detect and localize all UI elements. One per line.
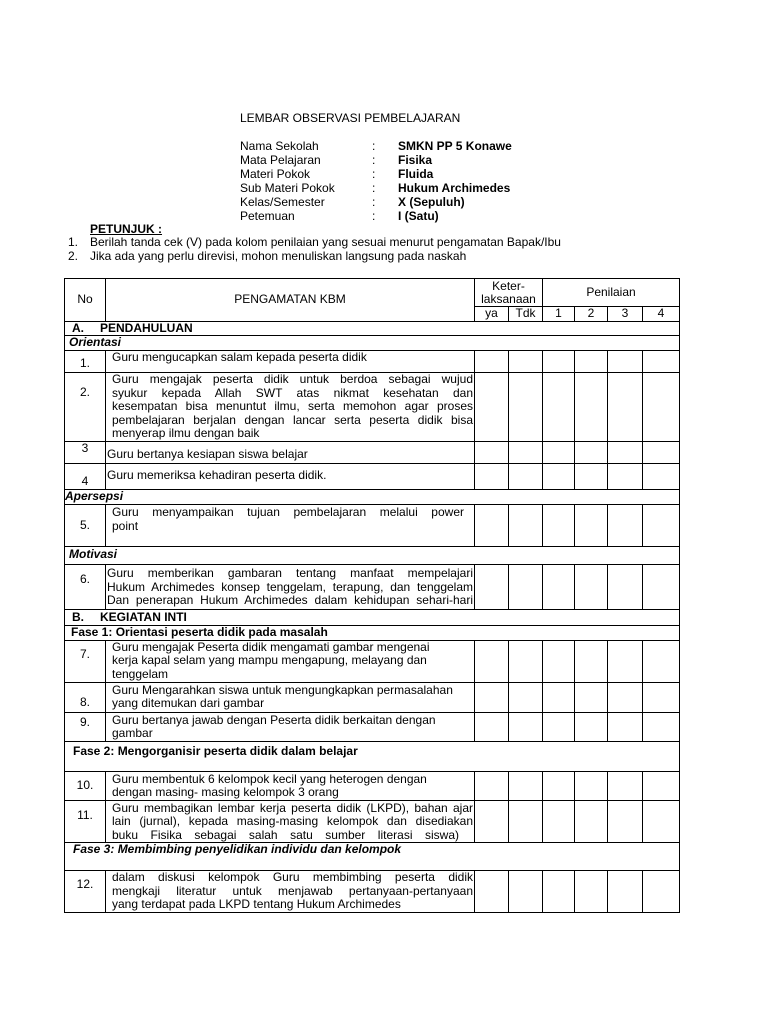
header-yes: ya [475,307,509,322]
score-1-cell [543,505,575,547]
score-2-cell [575,712,608,741]
section-row [65,610,680,626]
score-3-cell [608,373,643,442]
item-number: 6. [65,565,106,610]
header-implementation-line: Keter- [492,278,525,293]
info-separator: : [372,195,376,209]
tdk-cell [509,505,543,547]
ya-cell [475,771,509,800]
subheading-row [65,843,680,871]
item-row [65,442,680,464]
subheading: Motivasi [65,547,680,565]
item-number: 10. [65,771,106,800]
score-1-cell [543,373,575,442]
score-2-cell [575,771,608,800]
item-line: Guru bertanya kesiapan siswa belajar [107,447,308,461]
info-row [240,167,512,181]
item-line: mengkaji literatur untuk menjawab pertanyaan-pertanyaan [112,883,473,898]
item-line: menyerap ilmu dengan baik [112,426,260,440]
item-line: lain (jurnal), kepada masing-masing kelompok dan disediakan [112,814,473,828]
item-description [106,505,475,547]
tdk-cell [509,800,543,843]
item-line: yang terdapat pada LKPD tentang Hukum Archimedes [112,897,401,911]
item-line: Guru menyampaikan tujuan pembelajaran melalui power [112,505,464,519]
subheading-row [65,336,680,351]
tdk-cell [509,565,543,610]
item-row [65,871,680,913]
item-line: Guru mengajak Peserta didik mengamati gambar mengenai [112,640,430,654]
item-description [106,464,475,490]
item-line: yang ditemukan dari gambar [112,696,265,710]
header-score-3: 3 [608,307,643,322]
ya-cell [475,505,509,547]
score-1-cell [543,800,575,843]
section-title: PENDAHULUAN [100,321,193,335]
item-row [65,505,680,547]
instruction-text: Jika ada yang perlu direvisi, mohon menuliskan langsung pada naskah [90,249,467,263]
item-number: 3 [65,442,106,464]
score-4-cell [643,640,680,682]
score-3-cell [608,712,643,741]
score-2-cell [575,464,608,490]
item-line: Guru memberikan gambaran tentang manfaat mempelajari [107,566,473,580]
ya-cell [475,464,509,490]
info-value: Fisika [398,153,433,167]
info-value: Hukum Archimedes [398,181,511,195]
score-1-cell [543,771,575,800]
score-2-cell [575,871,608,913]
item-line: dengan masing- masing kelompok 3 orang [112,785,339,799]
tdk-cell [509,351,543,373]
document-title: LEMBAR OBSERVASI PEMBELAJARAN [240,111,461,125]
score-2-cell [575,800,608,843]
header-score-1: 1 [543,307,575,322]
item-line: Guru mengucapkan salam kepada peserta didik [112,350,367,364]
score-3-cell [608,682,643,712]
item-line: dalam diskusi kelompok Guru membimbing peserta didik [112,870,473,884]
tdk-cell [509,712,543,741]
tdk-cell [509,682,543,712]
instructions-heading: PETUNJUK : [90,222,163,236]
score-3-cell [608,505,643,547]
info-label: Sub Materi Pokok [240,181,335,195]
item-number: 11. [65,800,106,843]
item-description [106,373,475,442]
item-number: 5. [65,505,106,547]
score-2-cell [575,351,608,373]
item-description [106,640,475,682]
ya-cell [475,871,509,913]
item-line: tenggelam [112,666,169,681]
tdk-cell [509,871,543,913]
item-number: 7. [65,640,106,682]
item-row [65,351,680,373]
item-row [65,565,680,610]
info-label: Mata Pelajaran [240,153,321,167]
score-3-cell [608,800,643,843]
score-3-cell [608,464,643,490]
item-row [65,771,680,800]
info-row [240,209,512,223]
score-2-cell [575,505,608,547]
header-assessment: Penilaian [543,279,680,307]
item-number: 2. [65,373,106,442]
subheading: Fase 1: Orientasi peserta didik pada masalah [65,626,680,641]
item-line: Guru mengajak peserta didik untuk berdoa sebagai wujud [112,372,473,386]
score-1-cell [543,712,575,741]
ya-cell [475,712,509,741]
subheading: Fase 3: Membimbing penyelidikan individu dan kelompok [65,843,680,871]
info-separator: : [372,153,376,167]
section-heading [65,610,680,626]
section-letter: A. [72,321,84,335]
item-line: Guru membagikan lembar kerja peserta didik (LKPD), bahan ajar [112,800,473,815]
info-value: Fluida [398,167,434,181]
score-4-cell [643,771,680,800]
info-separator: : [372,209,376,223]
header-score-4: 4 [643,307,680,322]
header-score-2: 2 [575,307,608,322]
item-line: Hukum Archimedes konsep tenggelam, terapung, dan tenggelam [107,579,473,594]
info-row [240,153,512,167]
info-label: Kelas/Semester [240,195,325,209]
info-row [240,139,512,153]
score-1-cell [543,640,575,682]
score-2-cell [575,640,608,682]
section-heading [65,321,680,336]
score-3-cell [608,442,643,464]
subheading-row [65,547,680,565]
score-3-cell [608,771,643,800]
info-value: X (Sepuluh) [398,195,465,209]
item-row [65,640,680,682]
item-line: kesempatan bisa menuntut ilmu, serta memohon agar proses [112,399,473,413]
item-row [65,712,680,741]
info-label: Nama Sekolah [240,139,319,153]
section-letter: B. [72,609,84,624]
item-line: kerja kapal selam yang mampu mengapung, melayang dan [112,653,427,667]
info-label: Materi Pokok [240,167,311,181]
item-description [106,351,475,373]
ya-cell [475,565,509,610]
item-description [106,682,475,712]
item-row [65,682,680,712]
score-1-cell [543,442,575,464]
tdk-cell [509,640,543,682]
item-description [106,712,475,741]
subheading: Apersepsi [65,490,680,505]
info-value: SMKN PP 5 Konawe [398,139,512,153]
score-4-cell [643,682,680,712]
item-number: 8. [65,682,106,712]
ya-cell [475,442,509,464]
header-implementation-line: laksanaan [481,291,536,306]
ya-cell [475,351,509,373]
instruction-item [68,235,561,249]
ya-cell [475,373,509,442]
score-2-cell [575,565,608,610]
score-2-cell [575,373,608,442]
item-row [65,373,680,442]
header-implementation [475,279,543,307]
ya-cell [475,800,509,843]
item-number: 9. [65,712,106,741]
tdk-cell [509,464,543,490]
item-row [65,464,680,490]
score-4-cell [643,565,680,610]
score-4-cell [643,871,680,913]
instruction-number: 1. [68,235,79,249]
score-4-cell [643,442,680,464]
instruction-item [68,249,466,263]
score-1-cell [543,682,575,712]
item-number: 12. [65,871,106,913]
score-3-cell [608,640,643,682]
info-label: Petemuan [240,209,295,223]
item-line: syukur kepada Allah SWT atas nikmat kesehatan dan [112,385,473,400]
score-4-cell [643,800,680,843]
observation-table [64,278,680,913]
item-line: Guru Mengarahkan siswa untuk mengungkapkan permasalahan [112,682,453,697]
score-2-cell [575,442,608,464]
item-line: gambar [112,726,153,740]
section-title: KEGIATAN INTI [100,609,187,624]
score-2-cell [575,682,608,712]
score-4-cell [643,373,680,442]
info-row [240,181,512,195]
header-no: No [65,279,106,322]
subheading: Fase 2: Mengorganisir peserta didik dalam belajar [65,741,680,771]
info-separator: : [372,181,376,195]
ya-cell [475,682,509,712]
subheading-row [65,626,680,641]
item-number: 4 [65,464,106,490]
subheading-row [65,490,680,505]
subheading: Orientasi [65,336,680,351]
score-3-cell [608,351,643,373]
item-description [106,871,475,913]
score-3-cell [608,565,643,610]
info-separator: : [372,139,376,153]
item-description [106,442,475,464]
score-4-cell [643,351,680,373]
item-line: buku Fisika sebagai salah satu sumber literasi siswa) [112,827,459,842]
info-table [240,139,512,223]
item-line: Guru bertanya jawab dengan Peserta didik berkaitan dengan [112,712,436,727]
score-3-cell [608,871,643,913]
score-4-cell [643,505,680,547]
item-line: Guru membentuk 6 kelompok kecil yang heterogen dengan [112,771,427,786]
item-line: pembelajaran berjalan dengan lancar serta peserta didik bisa [112,412,473,427]
ya-cell [475,640,509,682]
info-value: I (Satu) [398,209,439,223]
header-not-done: Tdk [509,307,543,322]
info-separator: : [372,167,376,181]
item-description [106,565,475,610]
item-line: Guru memeriksa kehadiran peserta didik. [107,468,327,482]
instruction-number: 2. [68,249,79,263]
header-observation: PENGAMATAN KBM [106,279,475,322]
score-4-cell [643,712,680,741]
item-number: 1. [65,351,106,373]
item-row [65,800,680,843]
score-1-cell [543,351,575,373]
tdk-cell [509,373,543,442]
tdk-cell [509,771,543,800]
section-row [65,321,680,336]
item-line: point [112,518,139,533]
table-header-row [65,279,680,307]
score-1-cell [543,464,575,490]
score-4-cell [643,464,680,490]
item-line: Dan penerapan Hukum Archimedes dalam kehidupan sehari-hari [107,593,473,607]
item-description [106,800,475,843]
info-row [240,195,512,209]
score-1-cell [543,871,575,913]
score-1-cell [543,565,575,610]
subheading-row [65,741,680,771]
item-description [106,771,475,800]
instruction-text: Berilah tanda cek (V) pada kolom penilaian yang sesuai menurut pengamatan Bapak/Ibu [90,235,561,249]
tdk-cell [509,442,543,464]
